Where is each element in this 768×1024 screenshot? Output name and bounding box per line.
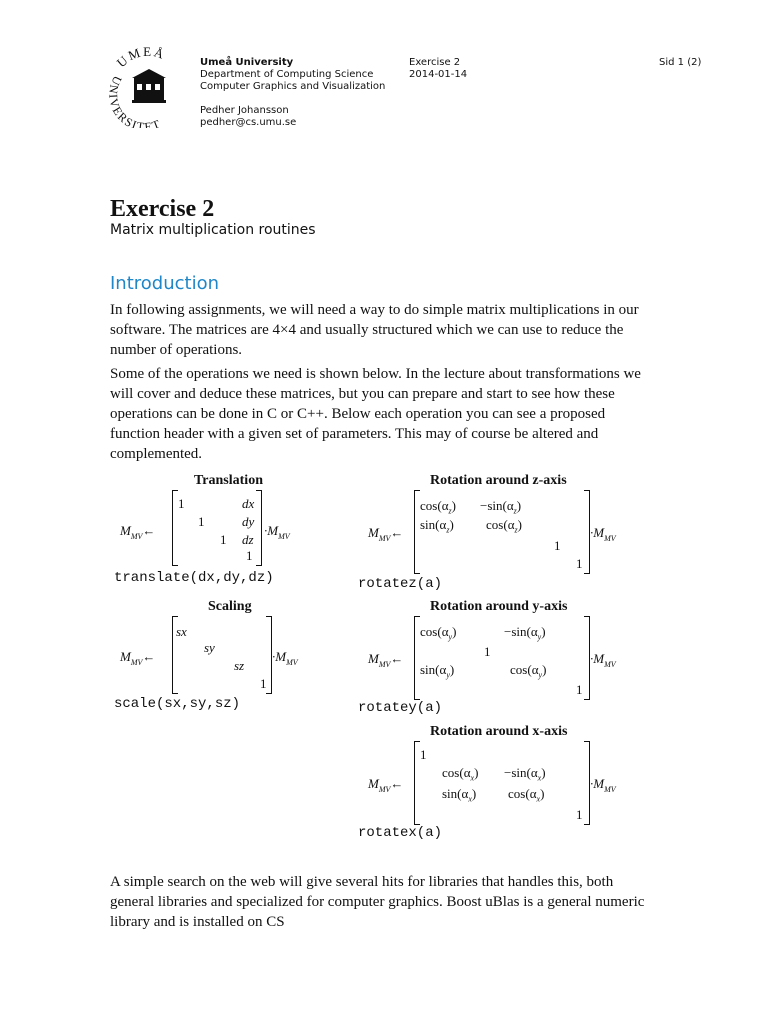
paragraph-libraries: A simple search on the web will give several hits for libraries that handles this, both general libraries and specialized for computer graphics. Boost uBlas is a general numeric library and is installed on CS <box>110 874 645 930</box>
university-logo <box>104 40 192 128</box>
rotation-x-matrix: $M_{MV}\leftarrow$ 1 $\cos(\alpha_x)$ $-\sin(\alpha_x)$ $\sin(\alpha_x)$ $\cos(\alpha_x)$ 1 $\cdot M_{MV}$ <box>368 741 638 825</box>
paragraph-operations: Some of the operations we need is shown below. In the lecture about transformations we will cover and deduce these matrices, but you can prepare and start to see how these operations can be done in C or C++. Below each operation you can see a proposed function header with a given set of parameters. This may of course be altered and complemented. <box>110 366 641 462</box>
group-name: Computer Graphics and Visualization <box>200 81 386 92</box>
paragraph-intro: In following assignments, we will need a way to do simple matrix multiplications in our software. The matrices are 4×4 and usually structured which we can use to reduce the number of operations. <box>110 302 639 358</box>
author-email: pedher@cs.umu.se <box>200 117 297 128</box>
translate-function: translate(dx,dy,dz) <box>114 570 274 586</box>
header-date: 2014-01-14 <box>409 69 468 80</box>
author-name: Pedher Johansson <box>200 105 289 116</box>
rotation-y-heading: Rotation around y-axis <box>430 599 568 614</box>
translation-matrix: $M_{MV}\leftarrow$ 1 1 1 dx dy dz 1 $\cdot M_{MV}$ <box>120 490 310 566</box>
lhs-term: $M_{MV}\leftarrow$ <box>120 523 156 542</box>
header-doc-title: Exercise 2 <box>409 57 461 68</box>
scaling-heading: Scaling <box>208 599 252 614</box>
scaling-matrix: $M_{MV}\leftarrow$ sx sy sz 1 $\cdot M_{MV}$ <box>120 616 320 694</box>
page-title: Exercise 2 <box>110 196 215 222</box>
page-subtitle: Matrix multiplication routines <box>110 222 316 238</box>
translation-heading: Translation <box>194 473 263 488</box>
page-number: Sid 1 (2) <box>659 57 702 68</box>
rotatex-function: rotatex(a) <box>358 825 443 841</box>
department-name: Department of Computing Science <box>200 69 374 80</box>
section-heading: Introduction <box>110 273 220 294</box>
rotation-x-heading: Rotation around x-axis <box>430 724 568 739</box>
rotation-z-heading: Rotation around z-axis <box>430 473 567 488</box>
svg-text:UNIVERSITET: UNIVERSITET <box>105 73 164 128</box>
rotation-z-matrix: $M_{MV}\leftarrow$ $\cos(\alpha_z)$ $-\sin(\alpha_z)$ $\sin(\alpha_z)$ $\cos(\alpha_z)$ 1 1 $\cdot M_{MV}$ <box>368 490 638 574</box>
scale-function: scale(sx,sy,sz) <box>114 696 241 712</box>
rotation-y-matrix: $M_{MV}\leftarrow$ $\cos(\alpha_y)$ $-\sin(\alpha_y)$ 1 $\sin(\alpha_y)$ $\cos(\alpha_y)$ 1 $\cdot M_{MV}$ <box>368 616 638 700</box>
svg-text:UMEÅ: UMEÅ <box>113 43 168 71</box>
rotatez-function: rotatez(a) <box>358 576 443 592</box>
rotatey-function: rotatey(a) <box>358 700 443 716</box>
university-name: Umeå University <box>200 57 294 68</box>
